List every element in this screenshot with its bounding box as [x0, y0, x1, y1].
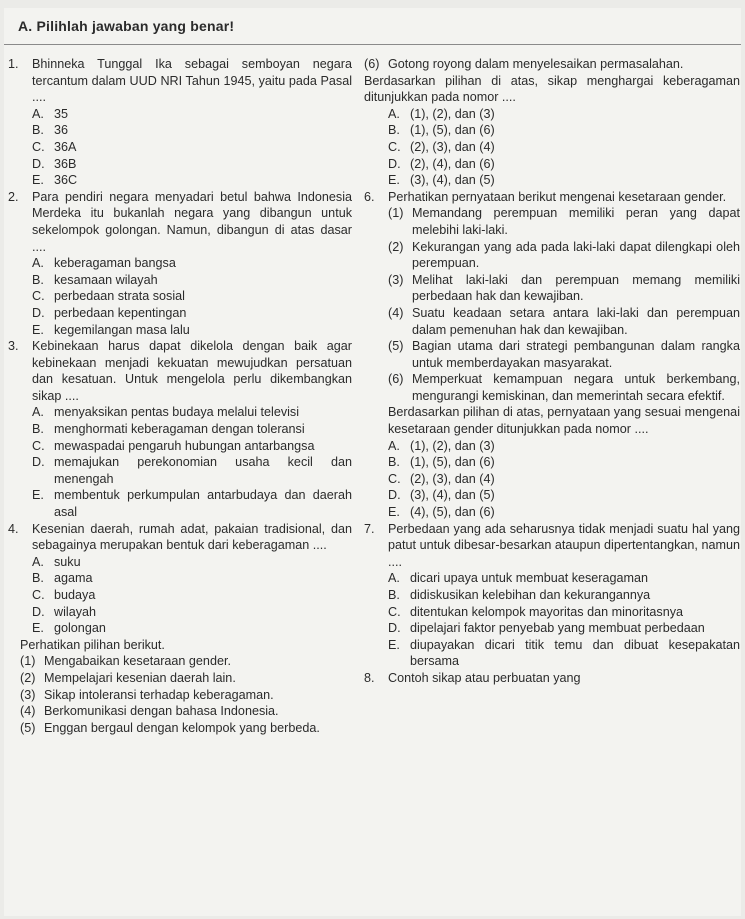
option-text: dicari upaya untuk membuat keseragaman: [410, 571, 649, 586]
question-number: 3.: [8, 339, 19, 354]
question-text: Para pendiri negara menyadari betul bahwa Indonesia Merdeka itu bukanlah negara yang dibangun untuk sekelompok golongan. Namun, dibangun di atas dasar ....: [32, 189, 352, 254]
option-text: (3), (4), dan (5): [410, 488, 495, 503]
left-column: [8, 56, 352, 736]
option-label: A.: [388, 571, 400, 586]
option-text: ditentukan kelompok mayoritas dan minoritasnya: [410, 604, 684, 619]
question-6-prompt: Berdasarkan pilihan di atas, pernyataan yang sesuai mengenai kesetaraan gender ditunjukkan pada nomor ....: [388, 405, 740, 437]
option-text: membentuk perkumpulan antarbudaya dan daerah asal: [54, 488, 352, 520]
header-divider: [4, 44, 741, 45]
option-label: A.: [32, 256, 44, 271]
question-2: [8, 189, 352, 255]
option-label: C.: [388, 471, 401, 486]
option-5b[interactable]: [388, 122, 740, 139]
option-text: (1), (5), dan (6): [410, 455, 495, 470]
statement-label: (6): [388, 372, 404, 387]
option-label: D.: [32, 305, 45, 320]
statement-label: (4): [20, 704, 36, 719]
statement-6-3: [388, 272, 740, 305]
statement-6-5: [388, 338, 740, 371]
option-label: E.: [32, 322, 44, 337]
statement-text: Memandang perempuan memiliki peran yang dapat melebihi laki-laki.: [412, 206, 740, 237]
question-text: Kesenian daerah, rumah adat, pakaian tradisional, dan sebagainya merupakan bentuk dari keberagaman ....: [32, 521, 352, 553]
option-text: 36B: [54, 156, 77, 171]
option-label: C.: [388, 139, 401, 154]
option-text: didiskusikan kelebihan dan kekurangannya: [410, 588, 651, 602]
option-label: B.: [388, 123, 400, 138]
option-4b[interactable]: [32, 570, 352, 587]
option-6b[interactable]: [388, 454, 740, 471]
option-label: A.: [388, 106, 400, 121]
option-text: memajukan perekonomian usaha kecil dan menengah: [54, 455, 352, 486]
option-5e[interactable]: [388, 172, 740, 189]
statement-6-1: [388, 205, 740, 238]
option-text: 36: [54, 123, 69, 138]
statement-6-6: [388, 371, 740, 404]
statement-text: Enggan bergaul dengan kelompok yang berbeda.: [44, 720, 320, 735]
statement-label: (5): [20, 720, 36, 735]
option-text: 36A: [54, 139, 77, 154]
worksheet-page: [4, 8, 741, 916]
option-1d[interactable]: [32, 156, 352, 173]
option-text: (1), (2), dan (3): [410, 438, 495, 453]
statement-5-3: [20, 687, 352, 704]
statement-text: Memperkuat kemampuan negara untuk berkembang, mengurangi kemiskinan, dan memerintah secara efektif.: [412, 372, 740, 403]
option-7d[interactable]: [388, 620, 740, 637]
option-6e[interactable]: [388, 504, 740, 521]
question-number: 2.: [8, 189, 19, 204]
statement-text: Sikap intoleransi terhadap keberagaman.: [44, 687, 274, 702]
option-text: golongan: [54, 621, 106, 636]
option-text: dipelajari faktor penyebab yang membuat perbedaan: [410, 621, 705, 636]
option-4a[interactable]: [32, 554, 352, 571]
option-text: (2), (4), dan (6): [410, 156, 495, 171]
statement-label: (6): [364, 57, 380, 71]
option-text: (4), (5), dan (6): [410, 505, 495, 520]
option-text: perbedaan strata sosial: [54, 289, 185, 304]
option-text: suku: [54, 554, 81, 569]
option-text: (2), (3), dan (4): [410, 139, 495, 154]
question-number: 1.: [8, 57, 19, 71]
statement-text: Berkomunikasi dengan bahasa Indonesia.: [44, 704, 279, 719]
option-1c[interactable]: [32, 139, 352, 156]
option-label: A.: [32, 405, 44, 420]
option-6a[interactable]: [388, 438, 740, 455]
statement-5-4: [20, 703, 352, 720]
option-label: C.: [32, 588, 45, 602]
question-text: Contoh sikap atau perbuatan yang: [388, 670, 581, 685]
option-text: menyaksikan pentas budaya melalui televisi: [54, 405, 300, 420]
option-label: D.: [32, 156, 45, 171]
option-label: B.: [32, 422, 44, 437]
option-1a[interactable]: [32, 106, 352, 123]
option-text: keberagaman bangsa: [54, 256, 176, 271]
statement-5-5: [20, 720, 352, 737]
option-2b[interactable]: [32, 272, 352, 289]
option-text: kesamaan wilayah: [54, 272, 158, 287]
option-1e[interactable]: [32, 172, 352, 189]
statement-label: (3): [20, 687, 36, 702]
option-label: E.: [388, 637, 400, 652]
statement-text: Mempelajari kesenian daerah lain.: [44, 670, 236, 685]
question-text: Perhatikan pernyataan berikut mengenai kesetaraan gender.: [388, 189, 727, 204]
option-label: E.: [388, 173, 400, 188]
option-7b[interactable]: [388, 587, 740, 604]
option-label: D.: [32, 604, 45, 619]
option-label: A.: [32, 106, 44, 121]
option-4c[interactable]: [32, 587, 352, 604]
option-text: menghormati keberagaman dengan toleransi: [54, 422, 305, 437]
option-label: E.: [32, 488, 44, 503]
statement-label: (2): [388, 239, 404, 254]
question-5-prompt: Berdasarkan pilihan di atas, sikap menghargai keberagaman ditunjukkan pada nomor ....: [364, 73, 740, 105]
option-label: A.: [388, 438, 400, 453]
option-label: D.: [388, 156, 401, 171]
option-label: C.: [32, 289, 45, 304]
question-text: Perbedaan yang ada seharusnya tidak menjadi suatu hal yang patut untuk dibesar-besarkan ataupun dipertentangkan, namun ....: [388, 521, 740, 569]
option-label: A.: [32, 554, 44, 569]
option-text: mewaspadai pengaruh hubungan antarbangsa: [54, 438, 315, 453]
statement-text: Mengabaikan kesetaraan gender.: [44, 654, 231, 669]
statement-label: (1): [20, 654, 36, 669]
option-label: D.: [388, 621, 401, 636]
option-3c[interactable]: [32, 438, 352, 455]
statement-text: Suatu keadaan setara antara laki-laki dan perempuan dalam pemenuhan hak dan kewajiban.: [412, 305, 740, 337]
option-text: (3), (4), dan (5): [410, 173, 495, 188]
option-label: C.: [32, 139, 45, 154]
option-text: (2), (3), dan (4): [410, 471, 495, 486]
option-text: budaya: [54, 588, 96, 602]
option-text: wilayah: [54, 604, 96, 619]
option-label: B.: [388, 455, 400, 470]
option-7e[interactable]: [388, 637, 740, 670]
option-text: (1), (2), dan (3): [410, 106, 495, 121]
option-label: B.: [32, 571, 44, 586]
question-number: 7.: [364, 521, 375, 536]
question-1: [8, 56, 352, 106]
question-text: Kebinekaan harus dapat dikelola dengan baik agar kebinekaan menjadi kekuatan mewujudkan persatuan dan kesatuan. Untuk mengelola perlu dikembangkan sikap ....: [32, 339, 352, 403]
option-6c[interactable]: [388, 471, 740, 488]
option-3a[interactable]: [32, 404, 352, 421]
option-7a[interactable]: [388, 570, 740, 587]
option-5a[interactable]: [388, 106, 740, 123]
option-label: E.: [32, 621, 44, 636]
option-5d[interactable]: [388, 156, 740, 173]
option-text: perbedaan kepentingan: [54, 305, 187, 320]
option-label: D.: [32, 455, 45, 470]
statement-5-2: [20, 670, 352, 687]
option-text: 36C: [54, 173, 78, 188]
option-4d[interactable]: [32, 604, 352, 621]
question-6: [364, 189, 740, 206]
option-5c[interactable]: [388, 139, 740, 156]
option-text: diupayakan dicari titik temu dan dibuat kesepakatan bersama: [410, 637, 740, 669]
option-7c[interactable]: [388, 604, 740, 621]
question-7: [364, 521, 740, 571]
option-2a[interactable]: [32, 255, 352, 272]
option-label: C.: [32, 438, 45, 453]
option-label: C.: [388, 604, 401, 619]
option-text: (1), (5), dan (6): [410, 123, 495, 138]
statement-6-2: [388, 239, 740, 272]
option-4e[interactable]: [32, 620, 352, 637]
statement-label: (4): [388, 305, 404, 320]
option-label: B.: [388, 588, 400, 602]
question-text: Bhinneka Tunggal Ika sebagai semboyan negara tercantum dalam UUD NRI Tahun 1945, yaitu pada Pasal ....: [32, 57, 352, 105]
question-3: [8, 338, 352, 404]
statement-text: Melihat laki-laki dan perempuan memang memiliki perbedaan hak dan kewajiban.: [412, 272, 740, 304]
section-title: A. Pilihlah jawaban yang benar!: [18, 18, 235, 34]
option-label: E.: [32, 173, 44, 188]
question-number: 8.: [364, 670, 375, 685]
statement-6-4: [388, 305, 740, 338]
question-number: 4.: [8, 521, 19, 536]
option-2e[interactable]: [32, 322, 352, 339]
statement-5-6: [364, 56, 740, 73]
question-5-intro: Perhatikan pilihan berikut.: [20, 637, 165, 652]
option-1b[interactable]: [32, 122, 352, 139]
option-3e[interactable]: [32, 487, 352, 520]
question-number: 6.: [364, 189, 375, 204]
statement-label: (3): [388, 272, 404, 287]
question-8: [364, 670, 740, 687]
option-2c[interactable]: [32, 288, 352, 305]
statement-text: Kekurangan yang ada pada laki-laki dapat dilengkapi oleh perempuan.: [412, 239, 740, 271]
option-text: agama: [54, 571, 93, 586]
option-label: B.: [32, 123, 44, 138]
statement-label: (5): [388, 339, 404, 354]
statement-text: Bagian utama dari strategi pembangunan dalam rangka untuk memberdayakan masyarakat.: [412, 339, 740, 370]
option-3b[interactable]: [32, 421, 352, 438]
option-label: E.: [388, 505, 400, 520]
option-6d[interactable]: [388, 487, 740, 504]
option-label: B.: [32, 272, 44, 287]
option-3d[interactable]: [32, 454, 352, 487]
statement-text: Gotong royong dalam menyelesaikan permasalahan.: [388, 57, 684, 71]
option-2d[interactable]: [32, 305, 352, 322]
question-4: [8, 521, 352, 554]
option-label: D.: [388, 488, 401, 503]
statement-label: (2): [20, 670, 36, 685]
option-text: 35: [54, 106, 69, 121]
statement-5-1: [20, 653, 352, 670]
statement-label: (1): [388, 206, 404, 221]
option-text: kegemilangan masa lalu: [54, 322, 190, 337]
right-column: [364, 56, 740, 687]
